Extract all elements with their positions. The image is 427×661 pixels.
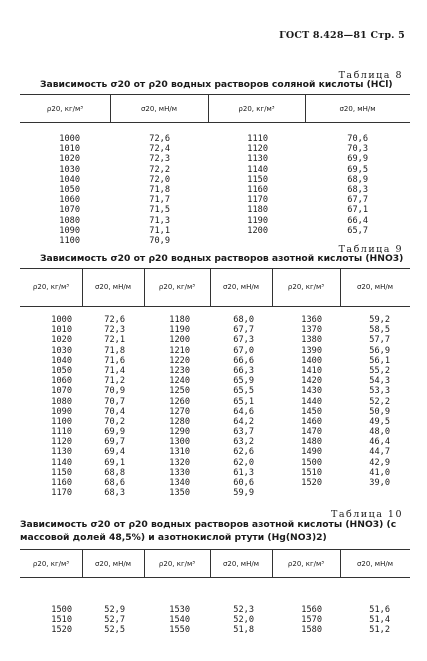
table9-header-sigma: σ20, мН/м [357,283,393,291]
table-cell: 67,7 [347,195,368,206]
table-cell: 1140 [51,457,72,468]
table-cell: 1250 [169,386,190,397]
table9-header-rule [20,306,410,307]
table10-header-rho: ρ20, кг/м³ [32,560,70,568]
table10-col-rho3 [288,605,322,636]
table-cell: 1480 [301,437,322,448]
table-cell: 42,9 [369,457,390,468]
table-cell: 71,8 [149,184,170,195]
table-cell: 1150 [247,174,268,185]
table10-header-rho: ρ20, кг/м³ [287,560,325,568]
table-cell: 1230 [169,365,190,376]
table-cell: 1190 [247,215,268,226]
table-cell: 67,3 [233,335,254,346]
table-cell: 69,5 [347,164,368,175]
table8-col-rho2 [228,134,268,236]
table-cell: 67,7 [233,325,254,336]
table-cell: 71,2 [104,376,125,387]
table-cell: 1020 [51,335,72,346]
table9-col-sigma3 [360,315,390,488]
table-cell: 63,7 [233,427,254,438]
table-cell: 1330 [169,467,190,478]
table-cell: 70,4 [104,406,125,417]
table-cell: 1180 [169,315,190,325]
table8-header-sigma: σ20, мН/м [339,105,376,113]
table-cell: 72,2 [149,164,170,175]
table-cell: 1390 [301,345,322,356]
table-cell: 62,6 [233,447,254,458]
table-cell: 48,0 [369,427,390,438]
table9-top-rule [20,268,410,269]
table-cell: 55,2 [369,365,390,376]
table-cell: 1090 [51,406,72,417]
table-cell: 1470 [301,427,322,438]
table-cell: 1370 [301,325,322,336]
table8-header-rho: ρ20, кг/м³ [46,105,84,113]
table-cell: 65,5 [233,386,254,397]
table-cell: 1380 [301,335,322,346]
table-cell: 52,0 [233,615,254,626]
table-cell: 1100 [59,235,80,246]
table-cell: 71,6 [104,355,125,366]
table-cell: 1510 [301,467,322,478]
table-cell: 1010 [59,144,80,155]
table-cell: 1560 [301,605,322,615]
table-cell: 68,9 [347,174,368,185]
table-cell: 1540 [169,615,190,626]
table-cell: 50,9 [369,406,390,417]
table-cell: 71,8 [104,345,125,356]
table9-label: Таблица 9 [338,244,403,255]
table10-col-rho1 [38,605,72,636]
table-cell: 71,5 [149,205,170,216]
table-cell: 71,4 [104,365,125,376]
table-cell: 63,2 [233,437,254,448]
table-cell: 1120 [247,144,268,155]
table-cell: 1110 [247,134,268,144]
table-cell: 1420 [301,376,322,387]
table-cell: 1310 [169,447,190,458]
table-cell: 66,3 [233,365,254,376]
table-cell: 1210 [169,345,190,356]
table-cell: 1180 [247,205,268,216]
table8-col-sigma1 [130,134,170,246]
table-cell: 1050 [59,184,80,195]
table-cell: 56,9 [369,345,390,356]
table8-header-rule [20,122,410,123]
table-cell: 1060 [51,376,72,387]
table-cell: 69,4 [104,447,125,458]
table-cell: 67,0 [233,345,254,356]
table-cell: 1440 [301,396,322,407]
table-cell: 1400 [301,355,322,366]
table-cell: 67,1 [347,205,368,216]
table-cell: 51,6 [369,605,390,615]
table-cell: 1130 [51,447,72,458]
table-cell: 1240 [169,376,190,387]
table-cell: 1340 [169,478,190,488]
table-cell: 72,3 [149,154,170,165]
table-cell: 68,0 [233,315,254,325]
table-cell: 71,1 [149,225,170,236]
table9-col-rho1 [38,315,72,498]
table-cell: 44,7 [369,447,390,458]
table10-header-sigma: σ20, мН/м [95,560,131,568]
table-cell: 64,2 [233,416,254,427]
table-cell: 1190 [169,325,190,336]
table-cell: 1280 [169,416,190,427]
table-cell: 1570 [301,615,322,626]
table9-col-sigma2 [224,315,254,498]
table10-header-sigma: σ20, мН/м [223,560,259,568]
table9-col-sigma1 [95,315,125,498]
table-cell: 1150 [51,467,72,478]
table-cell: 1270 [169,406,190,417]
table-cell: 60,6 [233,478,254,488]
table-cell: 1360 [301,315,322,325]
table-cell: 1030 [51,345,72,356]
table-cell: 52,3 [233,605,254,615]
table9-header-rho: ρ20, кг/м³ [287,283,325,291]
table-cell: 70,2 [104,416,125,427]
table-cell: 65,7 [347,225,368,236]
table-cell: 1520 [301,478,322,488]
table-cell: 62,0 [233,457,254,468]
table-cell: 1040 [59,174,80,185]
table-cell: 1530 [169,605,190,615]
table-cell: 1070 [51,386,72,397]
table-cell: 1550 [169,625,190,636]
table-cell: 1070 [59,205,80,216]
table-cell: 1160 [51,478,72,488]
table-cell: 49,5 [369,416,390,427]
table9-header-sigma: σ20, мН/м [95,283,131,291]
table-cell: 72,6 [149,134,170,144]
table10-header-rho: ρ20, кг/м³ [158,560,196,568]
table-cell: 72,1 [104,335,125,346]
table-cell: 1460 [301,416,322,427]
table-cell: 65,1 [233,396,254,407]
table-cell: 70,7 [104,396,125,407]
table-cell: 1060 [59,195,80,206]
table-cell: 51,2 [369,625,390,636]
table-cell: 53,3 [369,386,390,397]
table10-col-sigma2 [224,605,254,636]
table-cell: 57,7 [369,335,390,346]
table-cell: 68,3 [104,488,125,499]
table-cell: 1110 [51,427,72,438]
table-cell: 46,4 [369,437,390,448]
table9-header-rho: ρ20, кг/м³ [158,283,196,291]
table10-label: Таблица 10 [331,509,403,520]
table-cell: 1290 [169,427,190,438]
table-cell: 71,3 [149,215,170,226]
table-cell: 70,3 [347,144,368,155]
table-cell: 66,6 [233,355,254,366]
table9-header-sigma: σ20, мН/м [223,283,259,291]
table10-top-rule [20,549,410,550]
table-cell: 70,6 [347,134,368,144]
table-cell: 68,3 [347,184,368,195]
table-cell: 1170 [247,195,268,206]
table10-header-rule [20,577,410,578]
table-cell: 1040 [51,355,72,366]
table-cell: 72,0 [149,174,170,185]
table-cell: 1170 [51,488,72,499]
table-cell: 66,4 [347,215,368,226]
table-cell: 72,6 [104,315,125,325]
table-cell: 65,9 [233,376,254,387]
table-cell: 52,2 [369,396,390,407]
table-cell: 1500 [301,457,322,468]
table8-label: Таблица 8 [338,70,403,81]
table-cell: 1100 [51,416,72,427]
table-cell: 1130 [247,154,268,165]
table-cell: 1200 [169,335,190,346]
table-cell: 1430 [301,386,322,397]
table-cell: 54,3 [369,376,390,387]
table-cell: 58,5 [369,325,390,336]
table10-col-sigma1 [95,605,125,636]
table9-header-rho: ρ20, кг/м³ [32,283,70,291]
table-cell: 52,5 [104,625,125,636]
table-cell: 1000 [51,315,72,325]
table-cell: 1160 [247,184,268,195]
table10-col-sigma3 [360,605,390,636]
table-cell: 1450 [301,406,322,417]
table10-header-sigma: σ20, мН/м [357,560,393,568]
table-cell: 51,4 [369,615,390,626]
table-cell: 39,0 [369,478,390,488]
table-cell: 52,7 [104,615,125,626]
table-cell: 1300 [169,437,190,448]
table-cell: 1520 [51,625,72,636]
table-cell: 1080 [51,396,72,407]
table-cell: 1490 [301,447,322,458]
table-cell: 69,1 [104,457,125,468]
table-cell: 1350 [169,488,190,499]
table-cell: 59,2 [369,315,390,325]
page-header: ГОСТ 8.428—81 Стр. 5 [279,30,405,41]
table-cell: 1500 [51,605,72,615]
table-cell: 71,7 [149,195,170,206]
table-cell: 61,3 [233,467,254,478]
table-cell: 69,9 [104,427,125,438]
table9-col-rho2 [156,315,190,498]
table-cell: 59,9 [233,488,254,499]
table8-header-rho: ρ20, кг/м³ [238,105,275,113]
table-cell: 1410 [301,365,322,376]
table-cell: 1020 [59,154,80,165]
table-cell: 52,9 [104,605,125,615]
table-cell: 72,3 [104,325,125,336]
table-cell: 1080 [59,215,80,226]
table8-top-rule [20,94,410,95]
table10-title: Зависимость σ20 от ρ20 водных растворов азотной кислоты (HNO3) (с массовой долей 48,5%) и азотнокислой ртути (Hg(NO3)2) [20,519,397,543]
table-cell: 1260 [169,396,190,407]
table-cell: 1200 [247,225,268,236]
table8-col-sigma2 [328,134,368,236]
table-cell: 41,0 [369,467,390,478]
table-cell: 64,6 [233,406,254,417]
table10-col-rho2 [156,605,190,636]
table-cell: 69,9 [347,154,368,165]
table8-col-rho1 [40,134,80,246]
table-cell: 1220 [169,355,190,366]
table8-header-sigma: σ20, мН/м [141,105,177,113]
table-cell: 1010 [51,325,72,336]
table-cell: 1320 [169,457,190,468]
table8-title: Зависимость σ20 от ρ20 водных растворов соляной кислоты (HCl) [40,79,393,90]
table-cell: 70,9 [149,235,170,246]
table-cell: 1000 [59,134,80,144]
table-cell: 68,8 [104,467,125,478]
table-cell: 1580 [301,625,322,636]
table-cell: 1510 [51,615,72,626]
table-cell: 1140 [247,164,268,175]
table-cell: 51,8 [233,625,254,636]
table-cell: 1090 [59,225,80,236]
table-cell: 69,7 [104,437,125,448]
table-cell: 70,9 [104,386,125,397]
table-cell: 56,1 [369,355,390,366]
table9-col-rho3 [288,315,322,488]
table-cell: 68,6 [104,478,125,488]
table-cell: 1030 [59,164,80,175]
table-cell: 1050 [51,365,72,376]
table-cell: 72,4 [149,144,170,155]
table-cell: 1120 [51,437,72,448]
table9-title: Зависимость σ20 от ρ20 водных растворов азотной кислоты (HNO3) [40,253,404,264]
